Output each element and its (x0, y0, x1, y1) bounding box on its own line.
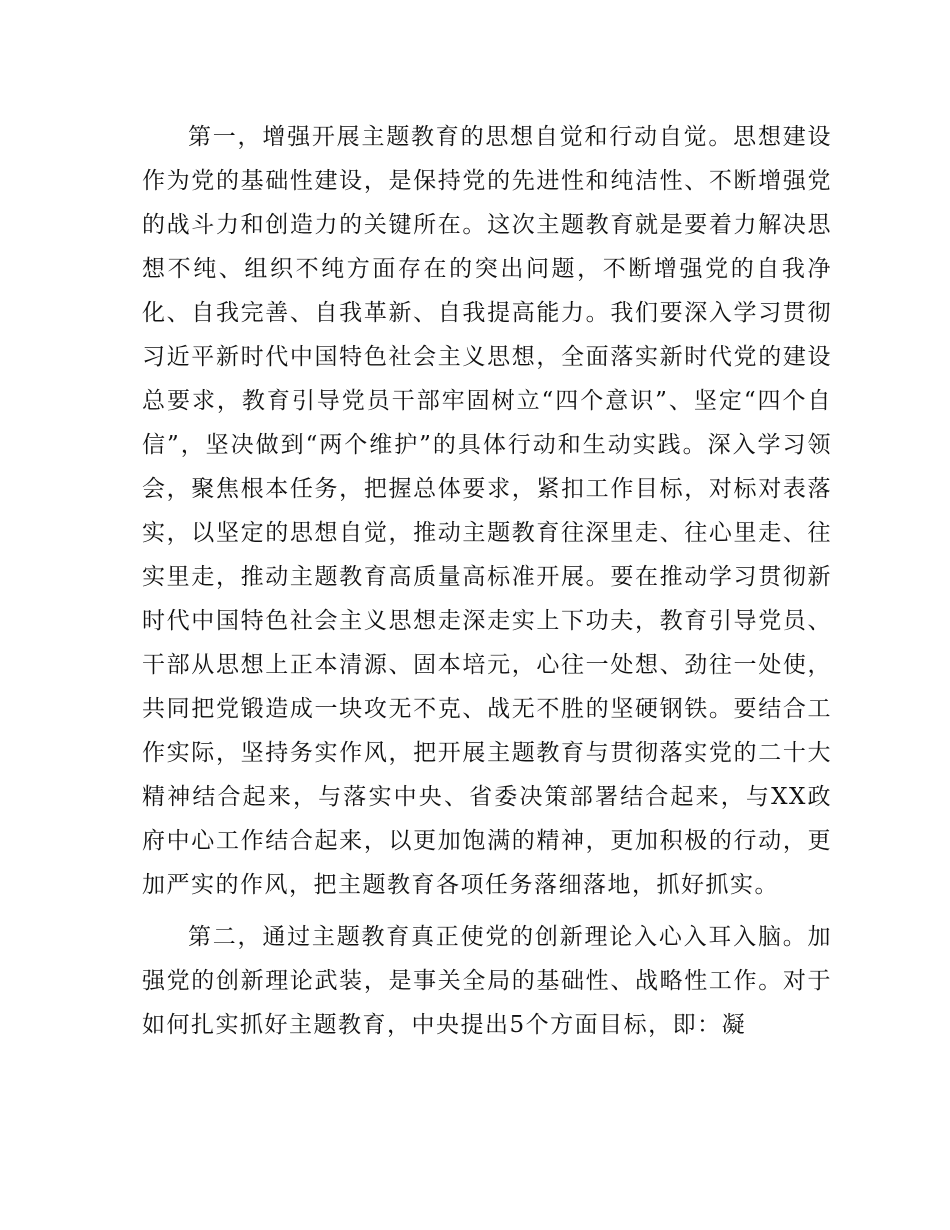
document-body (142, 115, 832, 1047)
paragraph-2: 第二，通过主题教育真正使党的创新理论入心入耳入脑。加强党的创新理论武装，是事关全局的基础性、战略性工作。对于如何扎实抓好主题教育，中央提出5个方面目标，即：凝 (142, 924, 832, 1038)
paragraph-1: 第一，增强开展主题教育的思想自觉和行动自觉。思想建设作为党的基础性建设，是保持党的先进性和纯洁性、不断增强党的战斗力和创造力的关键所在。这次主题教育就是要着力解决思想不纯、组织不纯方面存在的突出问题，不断增强党的自我净化、自我完善、自我革新、自我提高能力。我们要深入学习贯彻习近平新时代中国特色社会主义思想，全面落实新时代党的建设总要求，教育引导党员干部牢固树立“四个意识”、坚定“四个自信”，坚决做到“两个维护”的具体行动和生动实践。深入学习领会，聚焦根本任务，把握总体要求，紧扣工作目标，对标对表落实，以坚定的思想自觉，推动主题教育往深里走、往心里走、往实里走，推动主题教育高质量高标准开展。要在推动学习贯彻新时代中国特色社会主义思想走深走实上下功夫，教育引导党员、干部从思想上正本清源、固本培元，心往一处想、劲往一处使，共同把党锻造成一块攻无不克、战无不胜的坚硬钢铁。要结合工作实际，坚持务实作风，把开展主题教育与贯彻落实党的二十大精神结合起来，与落实中央、省委决策部署结合起来，与XX政府中心工作结合起来，以更加饱满的精神，更加积极的行动，更加严实的作风，把主题教育各项任务落细落地，抓好抓实。 (142, 124, 832, 898)
